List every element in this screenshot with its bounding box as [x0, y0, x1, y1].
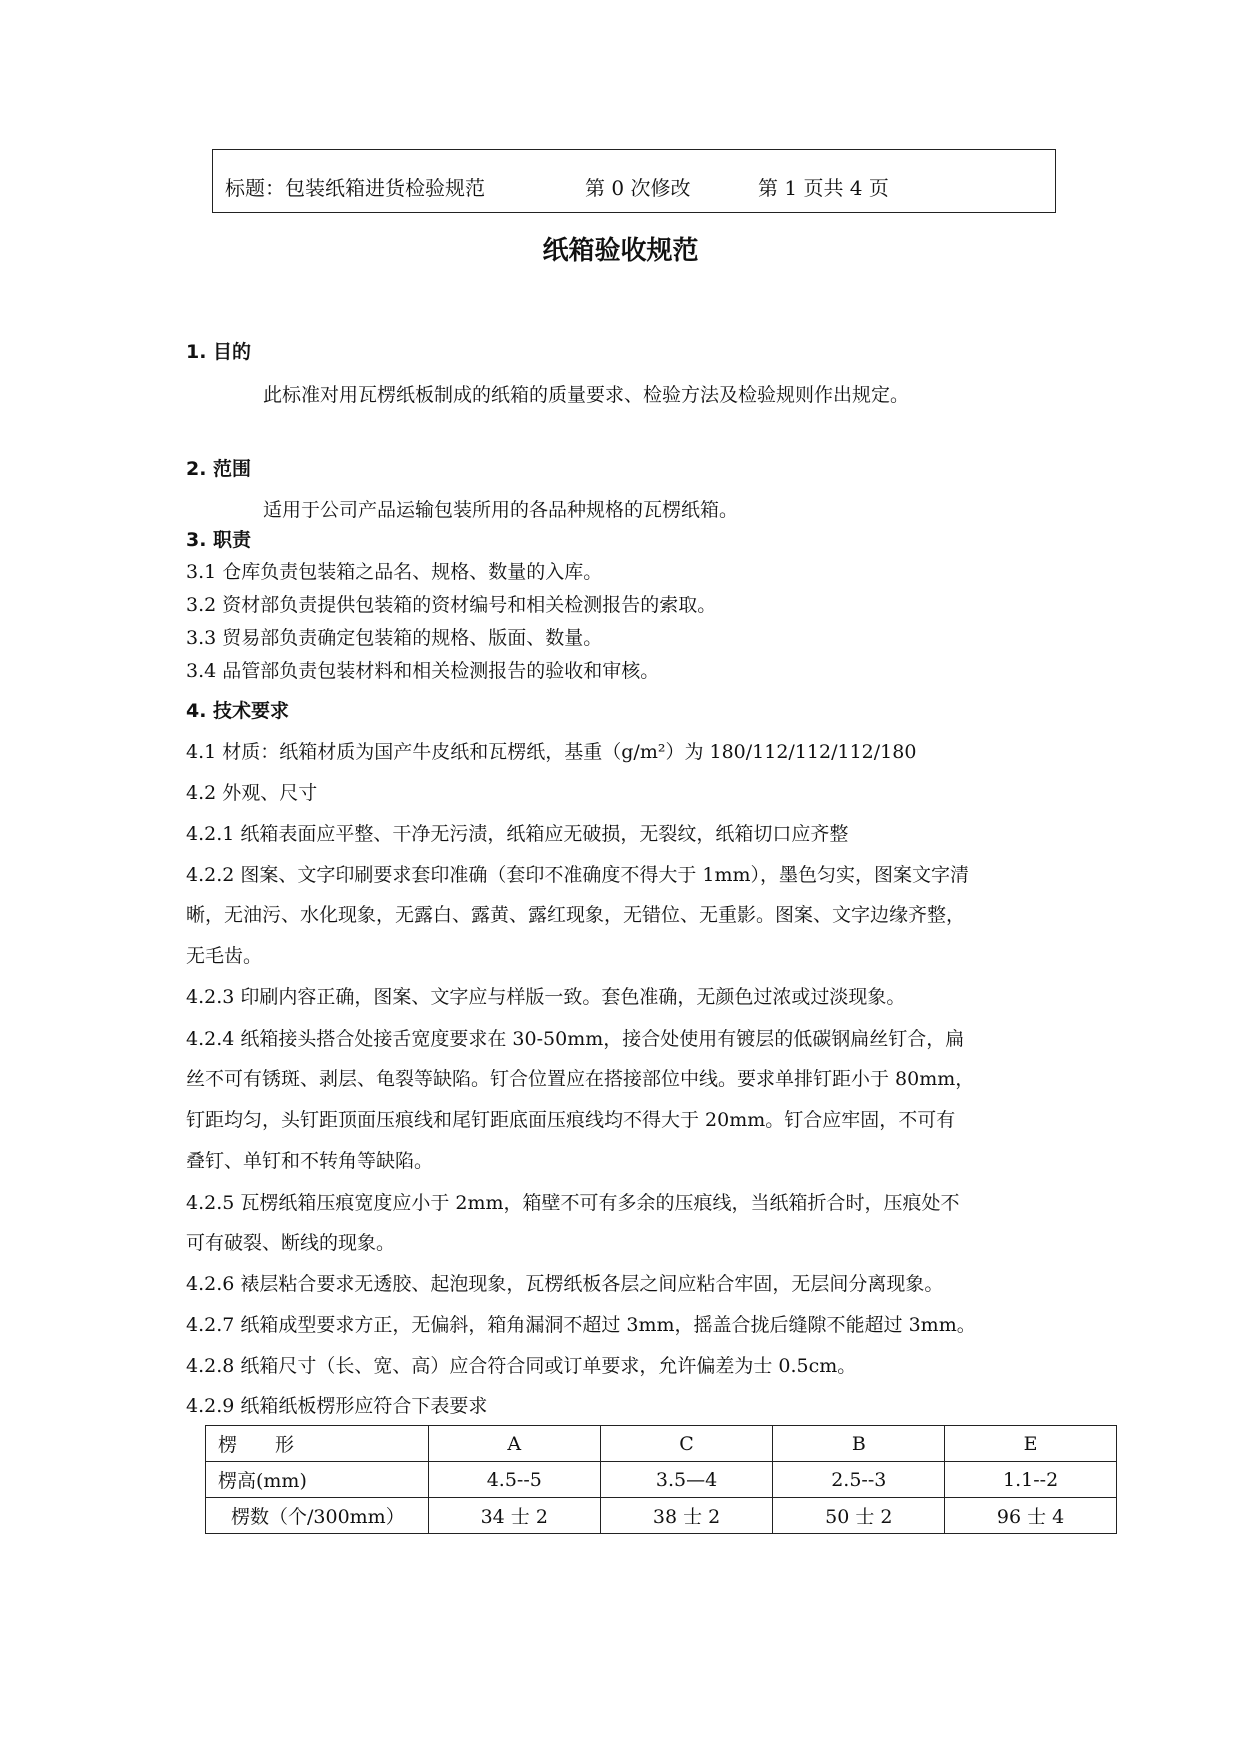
tech-line: 4.2.1 纸箱表面应平整、干净无污渍，纸箱应无破损，无裂纹，纸箱切口应齐整: [186, 823, 849, 845]
scope-text: 适用于公司产品运输包装所用的各品种规格的瓦楞纸箱。: [263, 499, 739, 521]
purpose-text: 此标准对用瓦楞纸板制成的纸箱的质量要求、检验方法及检验规则作出规定。: [263, 384, 910, 406]
document-title: 纸箱验收规范: [542, 236, 699, 266]
tech-line: 无毛齿。: [186, 945, 263, 967]
table-cell: 2.5--3: [773, 1462, 945, 1498]
table-cell: 4.5--5: [428, 1462, 600, 1498]
tech-line: 4.2.6 裱层粘合要求无透胶、起泡现象，瓦楞纸板各层之间应粘合牢固，无层间分离现象。: [186, 1273, 944, 1295]
table-cell: 50 士 2: [773, 1498, 945, 1534]
section-heading-scope: 2. 范围: [186, 458, 252, 480]
tech-line: 4.2.7 纸箱成型要求方正，无偏斜，箱角漏洞不超过 3mm，摇盖合拢后缝隙不能超过 3mm。: [186, 1314, 976, 1336]
table-cell: C: [600, 1426, 773, 1462]
table-header-row: [206, 1426, 1117, 1462]
tech-line: 4.2.8 纸箱尺寸（长、宽、高）应合符合同或订单要求，允许偏差为士 0.5cm。: [186, 1355, 857, 1377]
section-heading-tech: 4. 技术要求: [186, 700, 290, 722]
header-revision: 第 0 次修改: [585, 176, 691, 200]
section-heading-duties: 3. 职责: [186, 529, 252, 551]
table-cell: 96 士 4: [945, 1498, 1117, 1534]
duty-item: 3.2 资材部负责提供包装箱的资材编号和相关检测报告的索取。: [186, 594, 717, 616]
table-cell: 38 士 2: [600, 1498, 773, 1534]
header-box: [212, 149, 1056, 213]
table-cell: 楞 形: [206, 1426, 429, 1462]
table-cell: 3.5—4: [600, 1462, 773, 1498]
tech-line: 钉距均匀，头钉距顶面压痕线和尾钉距底面压痕线均不得大于 20mm。钉合应牢固，不可有: [186, 1109, 956, 1131]
table-row: [206, 1498, 1117, 1534]
duty-item: 3.4 品管部负责包装材料和相关检测报告的验收和审核。: [186, 660, 660, 682]
tech-line: 晰，无油污、水化现象，无露白、露黄、露红现象，无错位、无重影。图案、文字边缘齐整，: [186, 904, 966, 926]
table-cell: A: [428, 1426, 600, 1462]
tech-line: 丝不可有锈斑、剥层、龟裂等缺陷。钉合位置应在搭接部位中线。要求单排钉距小于 80mm，: [186, 1068, 975, 1090]
tech-line: 叠钉、单钉和不转角等缺陷。: [186, 1150, 434, 1172]
header-page-number: 第 1 页共 4 页: [758, 176, 889, 200]
header-title: 标题：包装纸箱进货检验规范: [225, 176, 485, 200]
tech-line: 4.1 材质：纸箱材质为国产牛皮纸和瓦楞纸，基重（g/m²）为 180/112/112/112/180: [186, 741, 917, 763]
tech-line: 可有破裂、断线的现象。: [186, 1232, 396, 1254]
flute-spec-table: [205, 1425, 1117, 1534]
table-cell: 34 士 2: [428, 1498, 600, 1534]
tech-line: 4.2 外观、尺寸: [186, 782, 318, 804]
tech-line: 4.2.3 印刷内容正确，图案、文字应与样版一致。套色准确，无颜色过浓或过淡现象。: [186, 986, 906, 1008]
tech-line: 4.2.9 纸箱纸板楞形应符合下表要求: [186, 1395, 488, 1417]
table-cell: 楞数（个/300mm）: [206, 1498, 429, 1534]
tech-line: 4.2.2 图案、文字印刷要求套印准确（套印不准确度不得大于 1mm），墨色匀实，图案文字清: [186, 864, 970, 886]
duty-item: 3.3 贸易部负责确定包装箱的规格、版面、数量。: [186, 627, 603, 649]
table-cell: 1.1--2: [945, 1462, 1117, 1498]
table-cell: 楞高(mm): [206, 1462, 429, 1498]
duty-item: 3.1 仓库负责包装箱之品名、规格、数量的入库。: [186, 561, 603, 583]
table-row: [206, 1462, 1117, 1498]
table-cell: E: [945, 1426, 1117, 1462]
section-heading-purpose: 1. 目的: [186, 341, 252, 363]
tech-line: 4.2.5 瓦楞纸箱压痕宽度应小于 2mm，箱壁不可有多余的压痕线，当纸箱折合时，压痕处不: [186, 1192, 960, 1214]
tech-line: 4.2.4 纸箱接头搭合处接舌宽度要求在 30-50mm，接合处使用有镀层的低碳钢扁丝钉合，扁: [186, 1028, 965, 1050]
table-cell: B: [773, 1426, 945, 1462]
